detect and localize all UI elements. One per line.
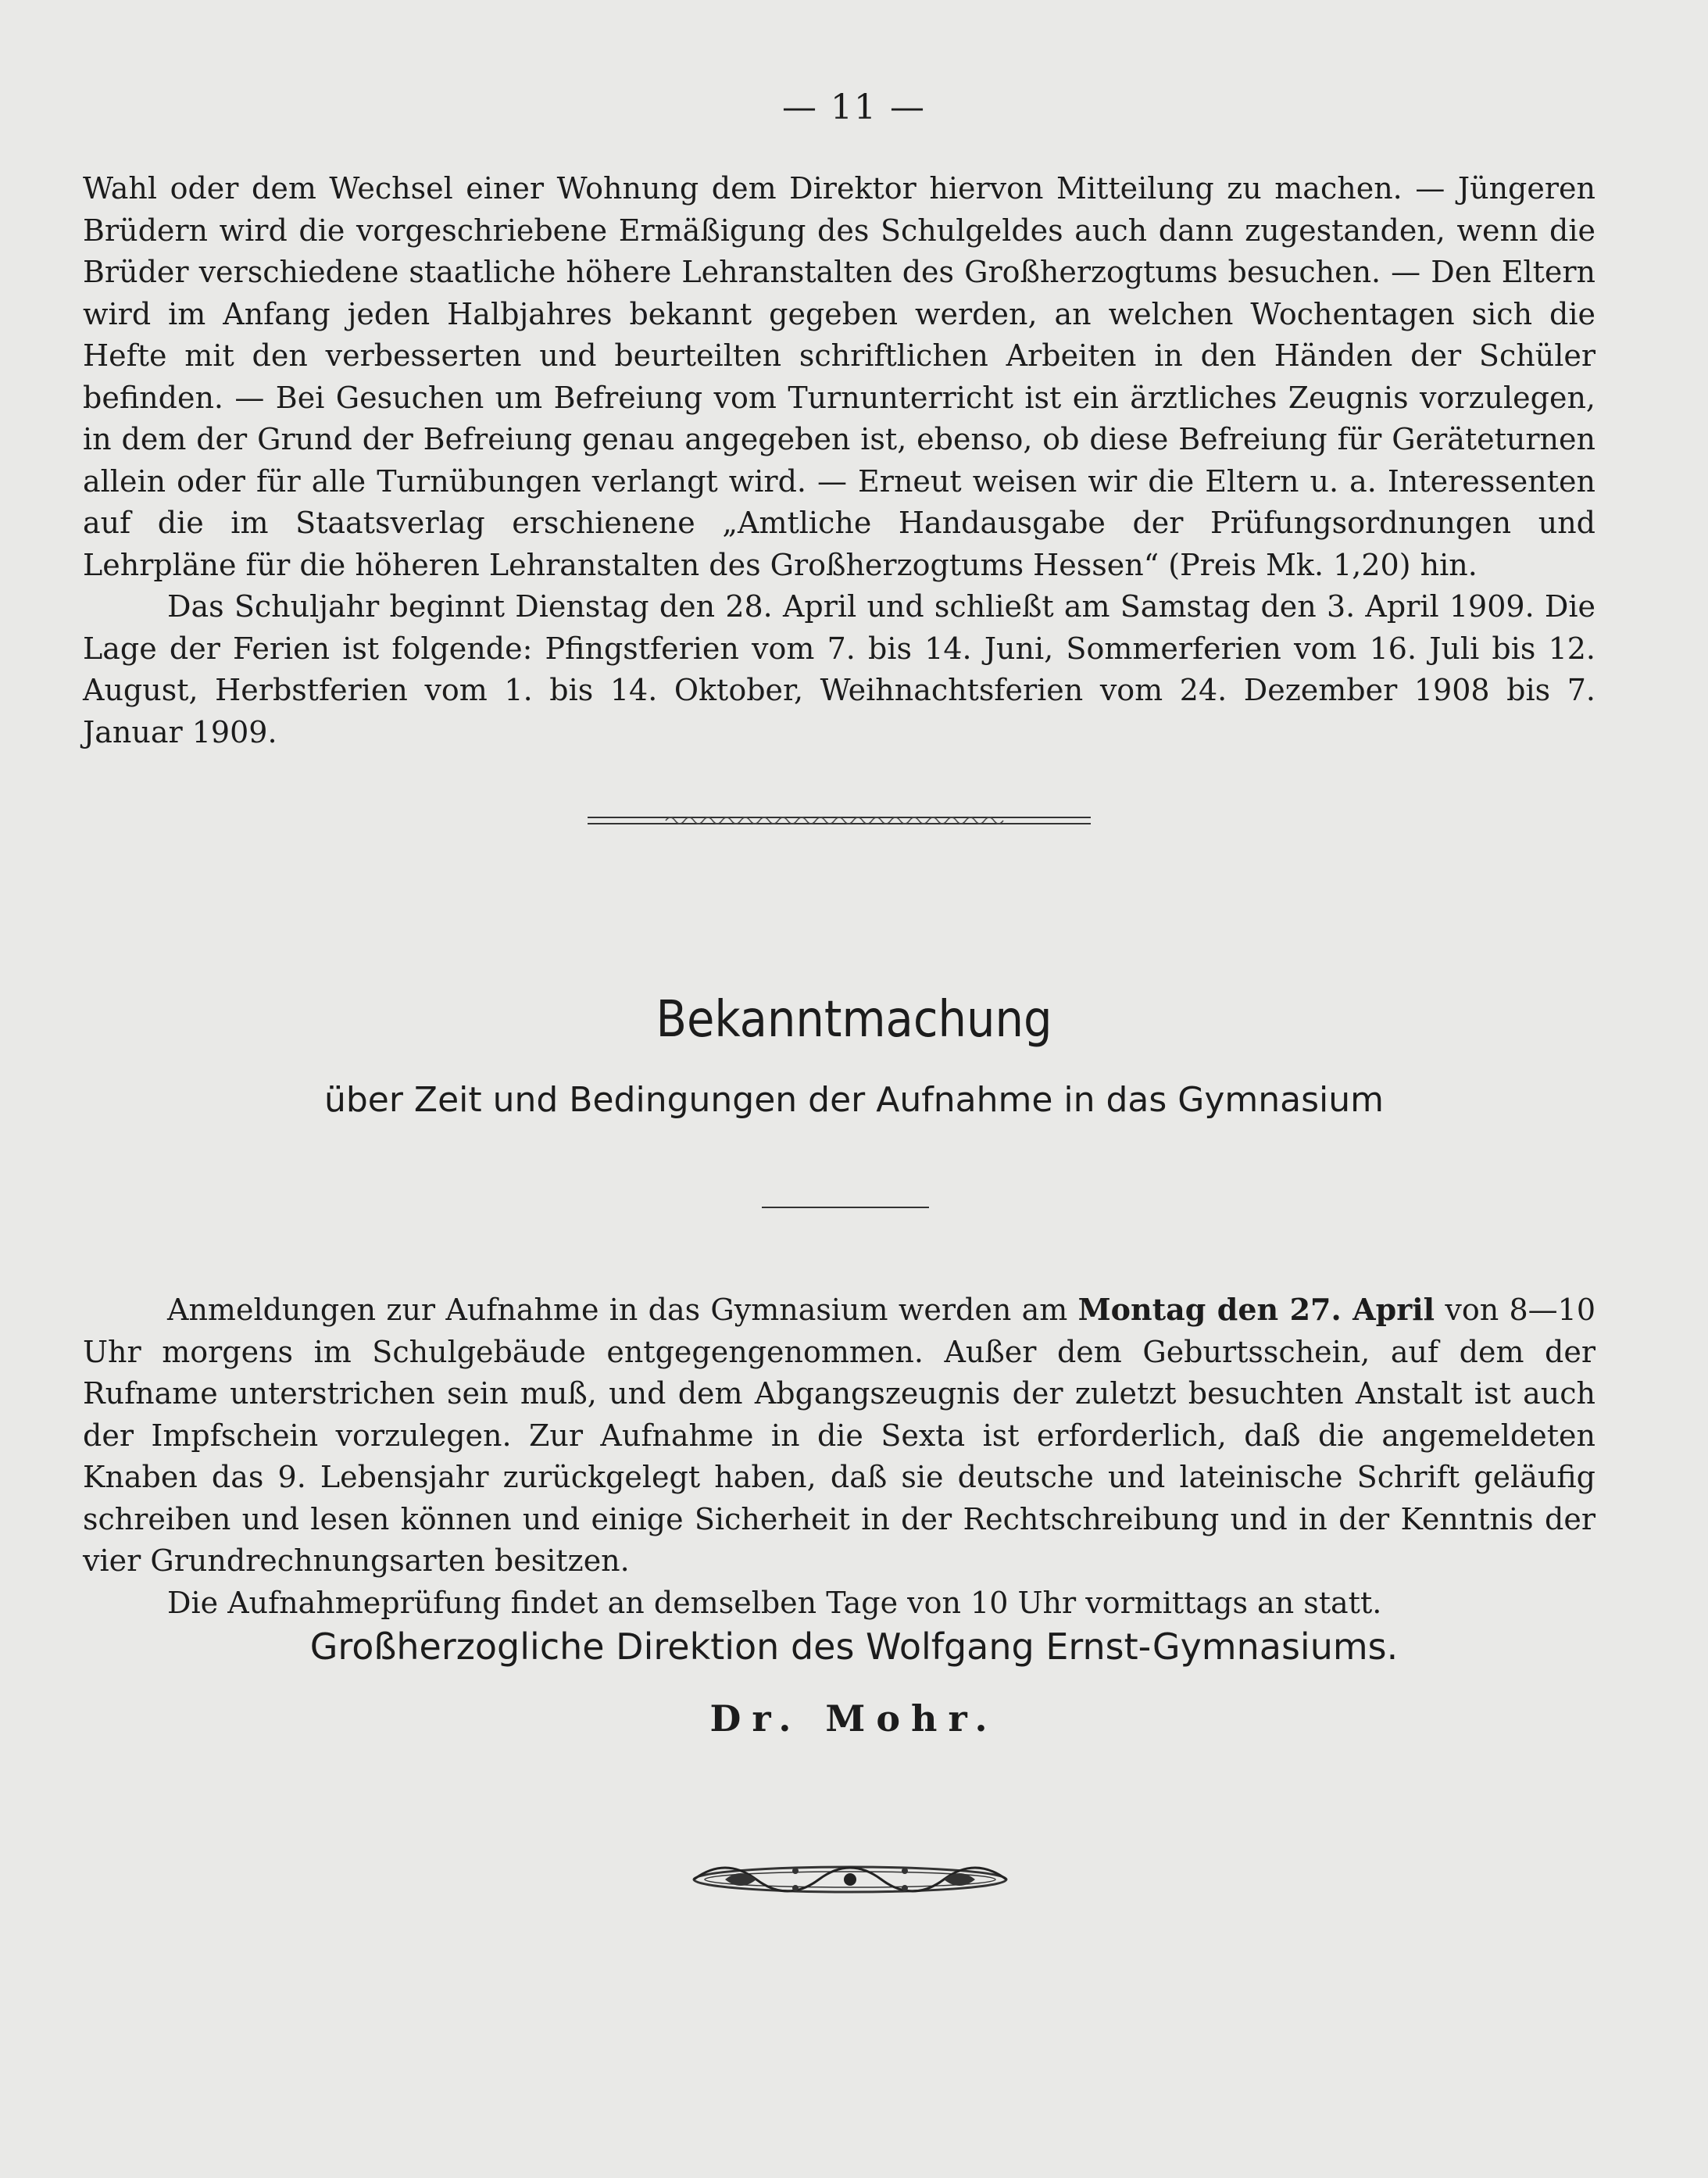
- announcement-subtitle: über Zeit und Bedingungen der Aufnahme in das Gymnasium: [323, 1080, 1385, 1120]
- paragraph-exam: Die Aufnahmeprüfung findet an demselben Tage von 10 Uhr vormittags an statt.: [167, 1585, 1382, 1620]
- paragraph-registration: [83, 1289, 1595, 1583]
- decorative-flourish-icon: [678, 1852, 1022, 1907]
- signature-name: Dr. Mohr.: [709, 1697, 999, 1740]
- continued-text-block: [83, 168, 1595, 753]
- registration-date: Montag den 27. April: [1077, 1292, 1435, 1327]
- ornamental-divider: [588, 805, 1091, 836]
- registration-text-rest: von 8—10 Uhr morgens im Schulgebäude entgegengenommen. Außer dem Geburtsschein, auf dem der Rufname unterstrichen sein muß, und dem Abgangszeugnis der zuletzt besuchten Anstalt ist auch der Impfschein vorzulegen. Zur Aufnahme in die Sexta ist erforderlich, daß die angemeldeten Knaben das 9. Lebensjahr zurückgelegt haben, daß sie deutsche und lateinische Schrift geläufig schreiben und lesen können und einige Sicherheit in der Rechtschreibung und in der Kenntnis der vier Grundrechnungsarten besitzen.: [83, 1293, 1596, 1578]
- page-number: — 11 —: [782, 88, 926, 127]
- admission-text-block: [83, 1289, 1595, 1624]
- announcement-title: Bekanntmachung: [656, 991, 1052, 1049]
- signature-institution: Großherzogliche Direktion des Wolfgang Ernst-Gymnasiums.: [309, 1625, 1399, 1668]
- registration-text-start: Anmeldungen zur Aufnahme in das Gymnasium werden am: [167, 1293, 1078, 1327]
- paragraph-school-rules: Wahl oder dem Wechsel einer Wohnung dem Direktor hiervon Mitteilung zu machen. — Jüngeren Brüdern wird die vorgeschriebene Ermäßigung des Schulgeldes auch dann zugestanden, wenn die Brüder verschiedene staatliche höhere Lehranstalten des Großherzogtums besuchen. — Den Eltern wird im Anfang jeden Halbjahres bekannt gegeben werden, an welchen Wochentagen sich die Hefte mit den verbesserten und beurteilten schriftlichen Arbeiten in den Händen der Schüler befinden. — Bei Gesuchen um Befreiung vom Turnunterricht ist ein ärztliches Zeugnis vorzulegen, in dem der Grund der Befreiung genau angegeben ist, ebenso, ob diese Befreiung für Geräteturnen allein oder für alle Turnübungen verlangt wird. — Erneut weisen wir die Eltern u. a. Interessenten auf die im Staatsverlag erschienene „Amtliche Handausgabe der Prüfungsordnungen und Lehrpläne für die höheren Lehranstalten des Großherzogtums Hessen“ (Preis Mk. 1,20) hin.: [83, 171, 1595, 582]
- paragraph-school-year: Das Schuljahr beginnt Dienstag den 28. April und schließt am Samstag den 3. April 1909. Die Lage der Ferien ist folgende: Pfingstferien vom 7. bis 14. Juni, Sommerferien vom 16. Juli bis 12. August, Herbstferien vom 1. bis 14. Oktober, Weihnachtsferien vom 24. Dezember 1908 bis 7. Januar 1909.: [83, 589, 1595, 749]
- short-divider-rule: [762, 1207, 929, 1208]
